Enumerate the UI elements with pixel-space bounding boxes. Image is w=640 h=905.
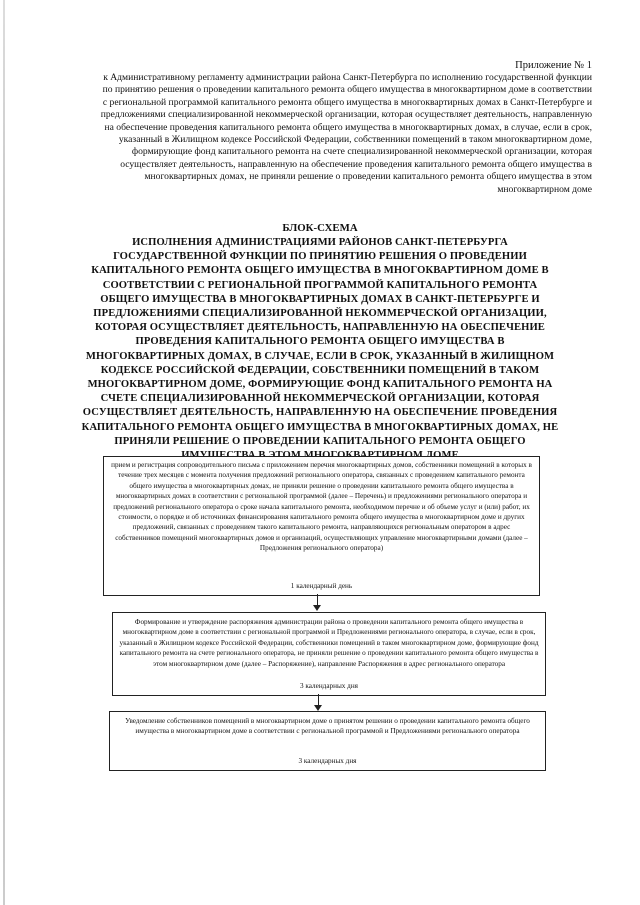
arrow-down-icon [313, 605, 321, 611]
flowchart-step-3 [109, 711, 546, 771]
flowchart-heading: ИСПОЛНЕНИЯ АДМИНИСТРАЦИЯМИ РАЙОНОВ САНКТ-ПЕТЕРБУРГА ГОСУДАРСТВЕННОЙ ФУНКЦИИ ПО ПРИНЯТИЮ РЕШЕНИЯ О ПРОВЕДЕНИИ КАПИТАЛЬНОГО РЕМОНТА ОБЩЕГО ИМУЩЕСТВА В МНОГОКВАРТИРНОМ ДОМЕ В СООТВЕТСТВИИ С РЕГИОНАЛЬНОЙ ПРОГРАММОЙ КАПИТАЛЬНОГО РЕМОНТА ОБЩЕГО ИМУЩЕСТВА В МНОГОКВАРТИРНЫХ ДОМАХ В САНКТ-ПЕТЕРБУРГЕ И ПРЕДЛОЖЕНИЯМИ СПЕЦИАЛИЗИРОВАННОЙ НЕКОММЕРЧЕСКОЙ ОРГАНИЗАЦИИ, КОТОРАЯ ОСУЩЕСТВЛЯЕТ ДЕЯТЕЛЬНОСТЬ, НАПРАВЛЕННУЮ НА ОБЕСПЕЧЕНИЕ ПРОВЕДЕНИЯ КАПИТАЛЬНОГО РЕМОНТА ОБЩЕГО ИМУЩЕСТВА В МНОГОКВАРТИРНЫХ ДОМАХ, В СЛУЧАЕ, ЕСЛИ В СРОК, УКАЗАННЫЙ В ЖИЛИЩНОМ КОДЕКСЕ РОССИЙСКОЙ ФЕДЕРАЦИИ, СОБСТВЕННИКИ ПОМЕЩЕНИЙ В ТАКОМ МНОГОКВАРТИРНОМ ДОМЕ, ФОРМИРУЮЩИЕ ФОНД КАПИТАЛЬНОГО РЕМОНТА НА СЧЕТЕ СПЕЦИАЛИЗИРОВАННОЙ НЕКОММЕРЧЕСКОЙ ОРГАНИЗАЦИИ, КОТОРАЯ ОСУЩЕСТВЛЯЕТ ДЕЯТЕЛЬНОСТЬ, НАПРАВЛЕННУЮ НА ОБЕСПЕЧЕНИЕ ПРОВЕДЕНИЯ КАПИТАЛЬНОГО РЕМОНТА ОБЩЕГО ИМУЩЕСТВА В МНОГОКВАРТИРНЫХ ДОМАХ, НЕ ПРИНЯЛИ РЕШЕНИЕ О ПРОВЕДЕНИИ КАПИТАЛЬНОГО РЕМОНТА ОБЩЕГО [81, 237, 559, 447]
step-2-duration: 3 календарных дня [300, 682, 358, 690]
scan-edge [3, 0, 5, 905]
step-2-text: Формирование и утверждение распоряжения администрации района о проведении капитального ремонта общего имущества в многоквартирном доме в соответствии с региональной программой и Предложениями регионального оператора, в случае, если в срок, указанный в Жилищном кодексе Российской Федерации, собственники помещений в таком многоквартирном доме, формирующие фонд капитального ремонта на счете регионального оператора, не приняли решение о проведении капитального ремонта общего имущества в этом многоквартирном доме (далее – Распоряжение), направление Распоряжения в адрес регионального оператора [119, 618, 539, 668]
step-1-text: прием и регистрация сопроводительного письма с приложением перечня многоквартирных домов, собственники помещений в которых в течение трех месяцев с момента получения предложений регионального оператора, связанных с проведением капитального ремонта общего имущества в многоквартирных домах, не приняли решение о проведении капитального ремонта общего имущества в многоквартирных домах в соответствии с региональной программой (далее – Перечень) и предложениями регионального оператора и предложений регионального оператора о сроке начала капитального ремонта, необходимом перечне и об объеме услуг и (или) работ, их стоимости, о порядке и об источниках финансирования капитального ремонта общего имущества в многоквартирном доме и других предложений, связанных с проведением такого капитального ремонта, направляющихся региональным оператором в адрес собственников помещений многоквартирных домов и организаций, осуществляющих управление многоквартирными домами (далее – Предложения регионального оператора) [111, 461, 532, 553]
appendix-number: Приложение № 1 [515, 60, 592, 71]
flowchart-step-2 [112, 612, 546, 696]
flowchart-step-1 [103, 456, 540, 596]
step-1-duration: 1 календарный день [290, 582, 353, 590]
connector-line-2 [318, 694, 319, 705]
appendix-reference: к Административному регламенту администрации района Санкт-Петербурга по исполнению государственной функции по принятию решения о проведении капитального ремонта общего имущества в многоквартирном доме в соответствии с региональной программой капитального ремонта общего имущества в многоквартирных домах в Санкт-Петербурге и предложениями специализированной некоммерческой организации, которая осуществляет деятельность, направленную на обеспечение проведения капитального ремонта общего имущества в многоквартирных домах, в случае, если в срок, указанный в Жилищном кодексе Российской Федерации, собственники помещений в таком многоквартирном доме, формирующие фонд капитального ремонта на счете специализированной некоммерческой организации, которая осуществляет деятельность, направленную на обеспечение проведения капитального ремонта общего имущества в многоквартирных домах, не приняли решение о проведении капитального ремонта общего имущества в этом многоквартирном доме [100, 72, 592, 195]
step-3-duration: 3 календарных дня [298, 757, 357, 765]
connector-line-1 [317, 594, 318, 605]
step-3-text: Уведомление собственников помещений в многоквартирном доме о принятом решении о проведении капитального ремонта общего имущества в многоквартирном доме в соответствии с региональной программой и Предложениями регионального оператора [125, 717, 530, 736]
flowchart-title: БЛОК-СХЕМА [282, 222, 358, 234]
